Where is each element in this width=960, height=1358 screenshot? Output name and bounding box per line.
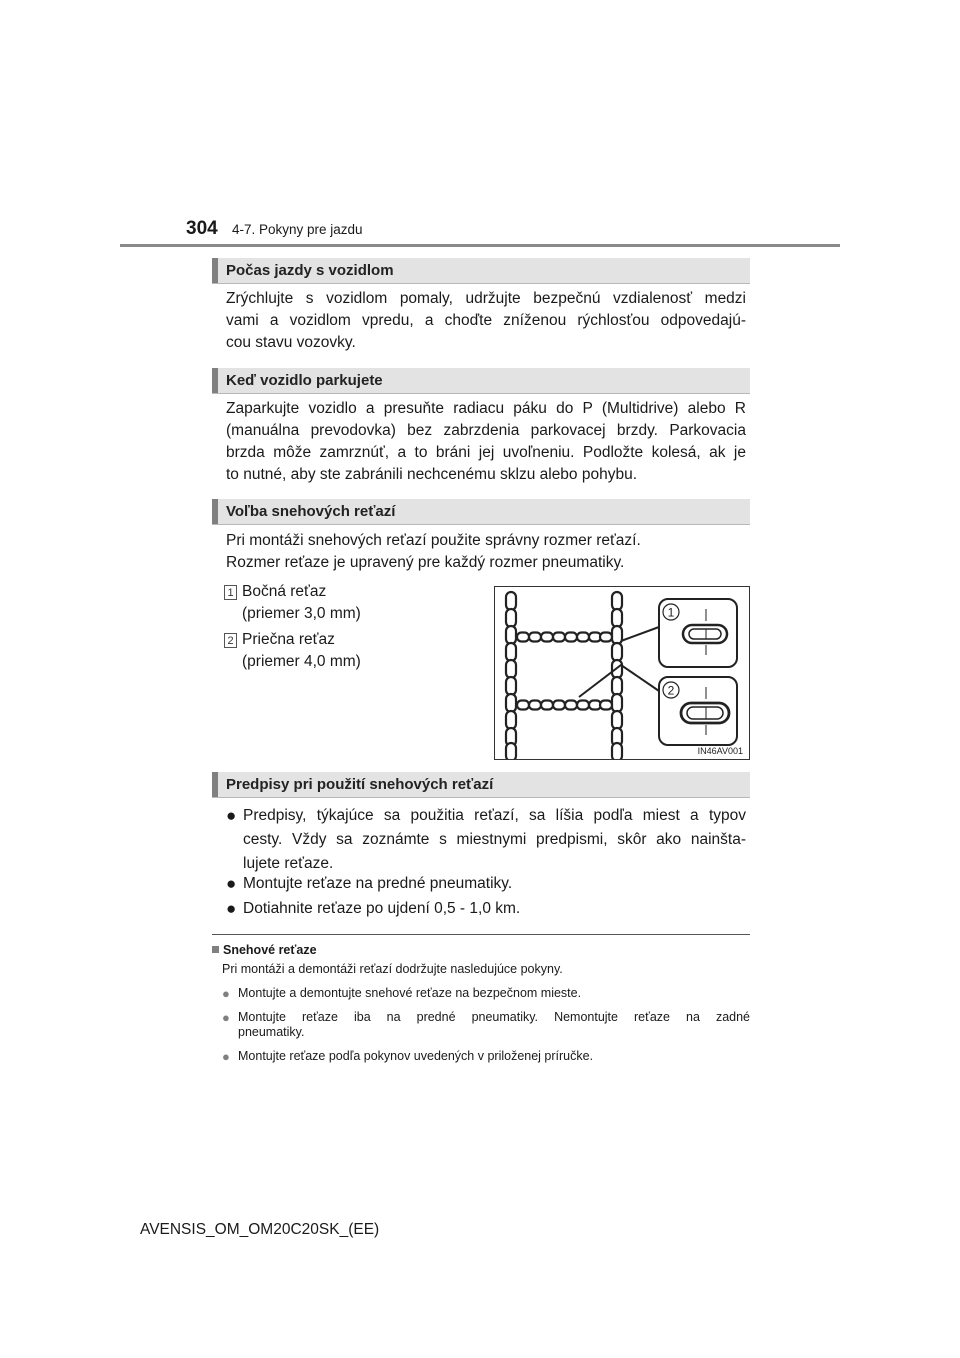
note-line: Montujte reťaze iba na predné pneumatiky. Nemontujte reťaze na zadné — [238, 1010, 750, 1024]
paragraph-line: (manuálna prevodovka) bez zabrzdenia parkovacej brzdy. Parkovacia — [226, 422, 746, 439]
bullet-item-front-tires — [226, 872, 746, 896]
bullet-dot-icon: ● — [226, 874, 237, 893]
heading-bar — [212, 499, 218, 524]
figure-code: IN46AV001 — [697, 746, 743, 756]
zoom-label-2: 2 — [667, 683, 675, 698]
bullet-line: Dotiahnite reťaze po ujdení 0,5 - 1,0 km. — [243, 900, 521, 917]
zoom-box-side-chain — [659, 599, 737, 667]
note-line: Montujte reťaze podľa pokynov uvedených v priloženej príručke. — [238, 1049, 594, 1063]
zoom-label-1: 1 — [667, 605, 675, 620]
paragraph-driving — [226, 288, 746, 354]
paragraph-line: Rozmer reťaze je upravený pre každý rozmer pneumatiky. — [226, 554, 625, 571]
bullet-dot-icon: ● — [226, 899, 237, 918]
callout-label: Bočná reťaz — [242, 583, 327, 600]
note-line: Montujte a demontujte snehové reťaze na bezpečnom mieste. — [238, 986, 582, 1000]
section-heading-chain-selection — [212, 499, 750, 525]
bullet-text — [243, 897, 746, 921]
snow-chain-illustration — [495, 587, 749, 759]
section-heading-parking — [212, 368, 750, 394]
header-rule — [120, 244, 840, 247]
paragraph-line: Pri montáži snehových reťazí použite správny rozmer reťazí. — [226, 532, 641, 549]
note-intro: Pri montáži a demontáži reťazí dodržujte nasledujúce pokyny. — [222, 962, 563, 976]
note-item — [222, 986, 750, 1001]
bullet-dot-icon: ● — [222, 1010, 230, 1025]
section-heading-text: Keď vozidlo parkujete — [226, 372, 383, 389]
right-side-chain — [612, 592, 622, 759]
callout-diameter: (priemer 3,0 mm) — [242, 605, 361, 622]
callout-label: Priečna reťaz — [242, 631, 335, 648]
section-heading-driving — [212, 258, 750, 284]
left-side-chain — [506, 592, 516, 759]
heading-bar — [212, 772, 218, 797]
bullet-dot-icon: ● — [226, 806, 237, 825]
paragraph-parking — [226, 398, 746, 486]
section-heading-chain-regulations — [212, 772, 750, 798]
callout-text-side-chain — [242, 581, 361, 625]
paragraph-line: to nutné, aby ste zabránili nechcenému sklzu alebo pohybu. — [226, 466, 638, 483]
snow-chain-figure — [494, 586, 750, 760]
bullet-item-regulations — [226, 804, 746, 876]
note-item — [222, 1010, 750, 1040]
note-item-text — [238, 986, 750, 1001]
paragraph-line: brzda môže zamrznúť, a to bráni jej uvoľneniu. Podložte kolesá, ak je — [226, 444, 746, 461]
bullet-line: Montujte reťaze na predné pneumatiky. — [243, 875, 513, 892]
note-item-text — [238, 1010, 750, 1040]
footer-document-code: AVENSIS_OM_OM20C20SK_(EE) — [140, 1221, 380, 1238]
callout-text-cross-chain — [242, 629, 361, 673]
bullet-line: lujete reťaze. — [243, 855, 334, 872]
upper-cross-chain — [517, 633, 612, 642]
callout-number-2: 2 — [224, 633, 237, 648]
section-heading-text: Voľba snehových reťazí — [226, 503, 396, 520]
note-item — [222, 1049, 750, 1064]
section-heading-text: Počas jazdy s vozidlom — [226, 262, 394, 279]
paragraph-line: vami a vozidlom vpredu, a choďte zníženou rýchlosťou odpovedajú- — [226, 312, 746, 329]
note-item-text — [238, 1049, 750, 1064]
page-number: 304 — [186, 218, 218, 239]
callout-diameter: (priemer 4,0 mm) — [242, 653, 361, 670]
bullet-dot-icon: ● — [222, 1049, 230, 1064]
square-bullet-icon — [212, 946, 219, 953]
bullet-line: cesty. Vždy sa zoznámte s miestnymi predpismi, skôr ako nainšta- — [243, 831, 746, 848]
note-title-text: Snehové reťaze — [223, 943, 317, 957]
note-divider — [212, 934, 750, 935]
zoom-box-cross-chain — [659, 677, 737, 745]
bullet-line: Predpisy, týkajúce sa použitia reťazí, sa líšia podľa miest a typov — [243, 807, 746, 824]
note-line: pneumatiky. — [238, 1025, 305, 1039]
section-reference: 4-7. Pokyny pre jazdu — [232, 222, 363, 237]
paragraph-line: Zrýchlujte s vozidlom pomaly, udržujte bezpečnú vzdialenosť medzi — [226, 290, 746, 307]
section-heading-text: Predpisy pri použití snehových reťazí — [226, 776, 494, 793]
paragraph-line: cou stavu vozovky. — [226, 334, 356, 351]
paragraph-line: Zaparkujte vozidlo a presuňte radiacu páku do P (Multidrive) alebo R — [226, 400, 746, 417]
paragraph-chain-selection — [226, 530, 746, 574]
bullet-dot-icon: ● — [222, 986, 230, 1001]
callout-number-1: 1 — [224, 585, 237, 600]
note-title — [212, 943, 317, 957]
bullet-item-retighten — [226, 897, 746, 921]
lower-cross-chain — [517, 701, 612, 710]
leader-line-1 — [621, 627, 659, 641]
bullet-text — [243, 872, 746, 896]
bullet-text — [243, 804, 746, 876]
heading-bar — [212, 258, 218, 283]
heading-bar — [212, 368, 218, 393]
